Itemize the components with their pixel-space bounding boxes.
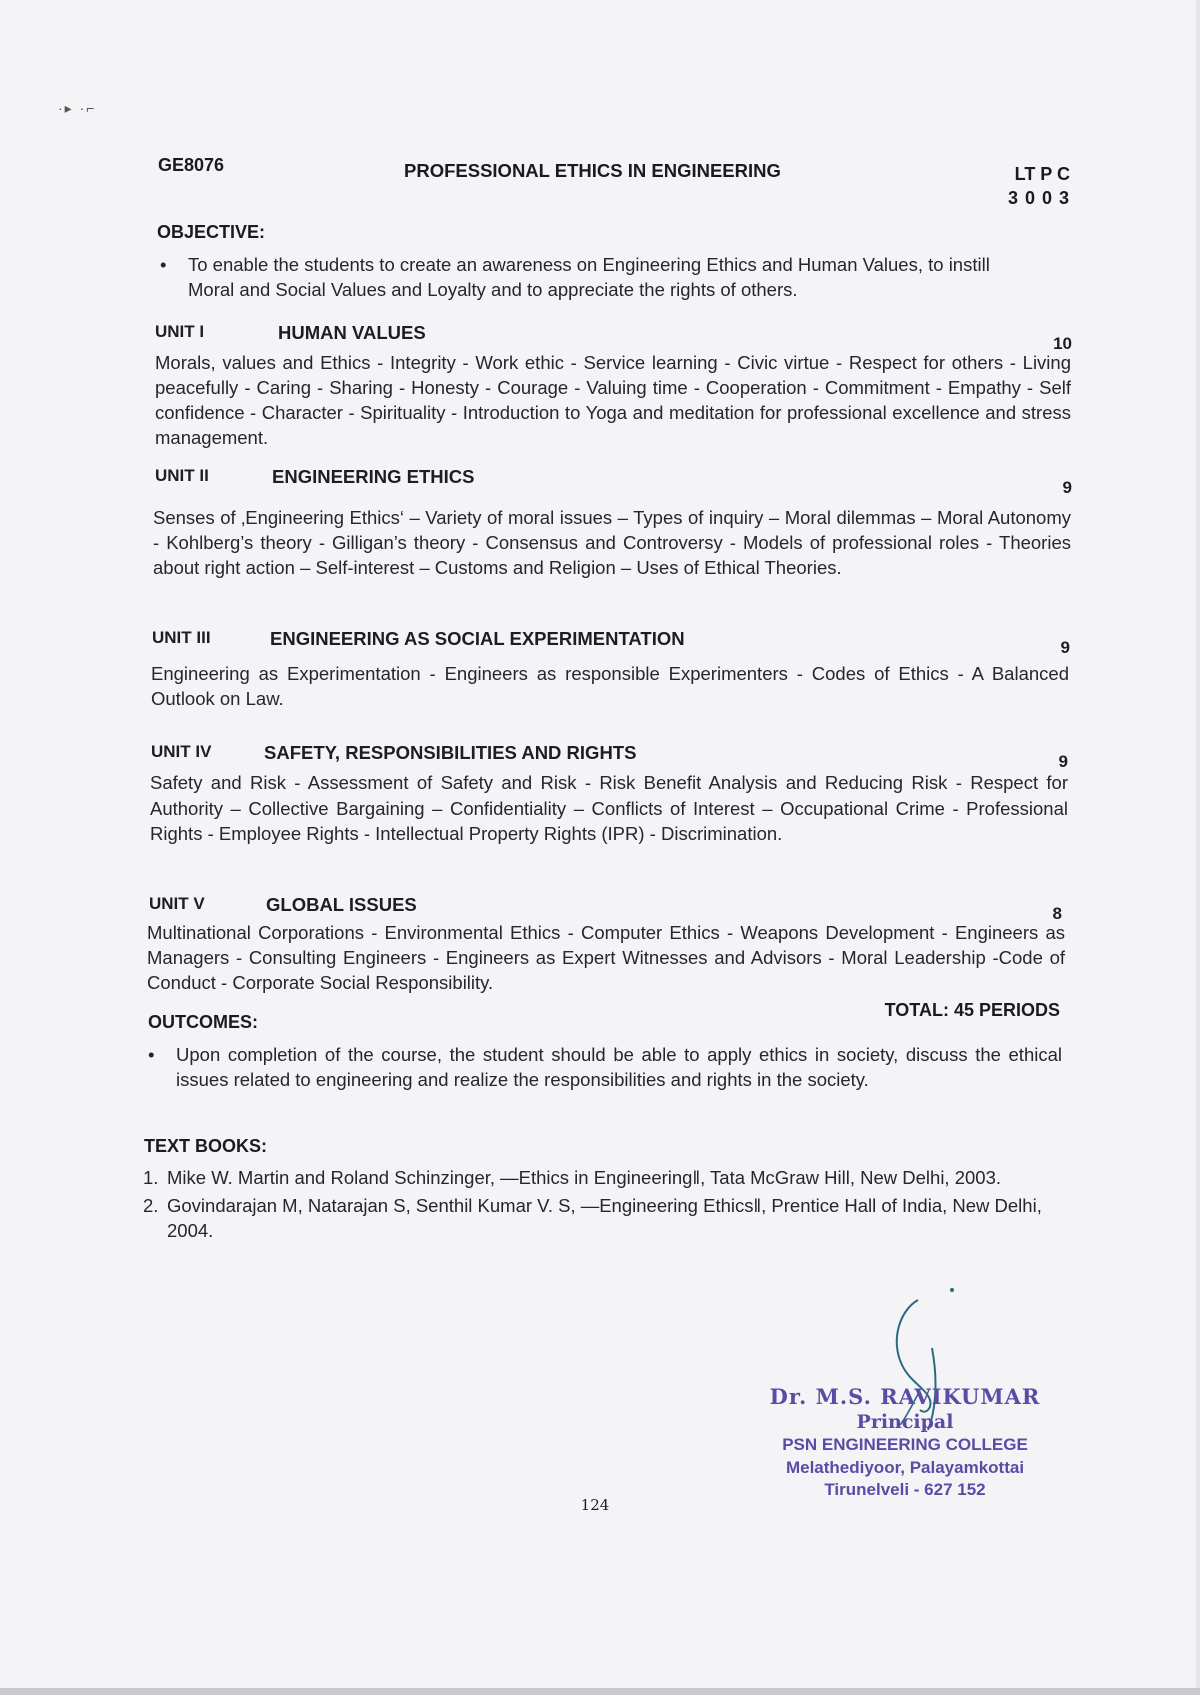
unit-label: UNIT V — [149, 894, 205, 913]
objective-heading: OBJECTIVE: — [157, 222, 266, 242]
unit-4-header — [0, 742, 1200, 771]
textbook-item: 2. Govindarajan M, Natarajan S, Senthil Kumar V. S, ―Engineering Ethics‖, Prentice Hall of India, New Delhi, 2004. — [143, 1195, 1042, 1241]
unit-2-header — [0, 466, 1200, 497]
stamp-college: PSN ENGINEERING COLLEGE — [782, 1435, 1028, 1454]
ltpc-values: 3 0 0 3 — [1007, 188, 1070, 208]
unit-hours: 9 — [1060, 638, 1070, 657]
scan-artifact: ·▸ ·⌐ — [58, 100, 97, 116]
unit-4-content: Safety and Risk - Assessment of Safety and Risk - Risk Benefit Analysis and Reducing Risk - Respect for Authority – Collective Bargaining – Confidentiality – Conflicts of Interest – Occupational Crime - Professional Rights - Employee Rights - Intellectual Property Rights (IPR) - Discrimination. — [150, 772, 1068, 844]
textbooks-list — [143, 1165, 1043, 1243]
unit-2-content: Senses of ‚Engineering Ethics‘ – Variety of moral issues – Types of inquiry – Moral dilemmas – Moral Autonomy - Kohlberg’s theory - Gilligan’s theory - Consensus and Controversy - Models of professional roles - Theories about right action – Self-interest – Customs and Religion – Uses of Ethical Theories. — [153, 507, 1071, 578]
stamp-name: Dr. M.S. RAVIKUMAR — [769, 1384, 1041, 1409]
objective-list — [156, 252, 1036, 302]
unit-1-header — [0, 322, 1200, 353]
outcome-item: • Upon completion of the course, the student should be able to apply ethics in society, discuss the ethical issues related to engineering and realize the responsibilities and rights in the society. — [144, 1042, 1062, 1092]
scan-edge-right — [1196, 0, 1200, 1695]
unit-title: GLOBAL ISSUES — [266, 894, 417, 915]
unit-5-content: Multinational Corporations - Environmental Ethics - Computer Ethics - Weapons Development - Engineers as Managers - Consulting Engineers - Engineers as Expert Witnesses and Advisors - Moral Leadership -Code of Conduct - Corporate Social Responsibility. — [147, 922, 1065, 993]
unit-label: UNIT I — [155, 322, 205, 341]
course-title: PROFESSIONAL ETHICS IN ENGINEERING — [404, 160, 781, 181]
course-code: GE8076 — [158, 155, 225, 175]
objective-item: • To enable the students to create an awareness on Engineering Ethics and Human Values, to instill Moral and Social Values and Loyalty and to appreciate the rights of others. — [156, 252, 1036, 302]
unit-hours: 10 — [1053, 334, 1072, 353]
page-number: 124 — [580, 1496, 610, 1514]
ltpc-header: LT P C — [1014, 164, 1070, 184]
unit-hours: 9 — [1058, 752, 1068, 771]
unit-1-content: Morals, values and Ethics - Integrity - Work ethic - Service learning - Civic virtue - Respect for others - Living peacefully - Caring - Sharing - Honesty - Courage - Valuing time - Cooperation - Commitment - Empathy - Self confidence - Character - Spirituality - Introduction to Yoga and meditation for professional excellence and stress management. — [155, 352, 1071, 448]
unit-label: UNIT III — [152, 628, 211, 647]
unit-5-header — [0, 894, 1200, 923]
textbooks-heading: TEXT BOOKS: — [144, 1136, 268, 1156]
unit-3-content: Engineering as Experimentation - Engineers as responsible Experimenters - Codes of Ethics - A Balanced Outlook on Law. — [151, 663, 1069, 709]
unit-title: HUMAN VALUES — [278, 322, 426, 343]
outcomes-heading: OUTCOMES: — [148, 1012, 258, 1032]
total-periods: TOTAL: 45 PERIODS — [884, 1000, 1060, 1020]
unit-label: UNIT II — [155, 466, 209, 485]
scan-edge-bottom — [0, 1688, 1200, 1695]
unit-label: UNIT IV — [151, 742, 212, 761]
stamp-city: Tirunelveli - 627 152 — [824, 1480, 986, 1499]
unit-title: ENGINEERING ETHICS — [272, 466, 475, 487]
textbook-item: 1. Mike W. Martin and Roland Schinzinger, ―Ethics in Engineering‖, Tata McGraw Hill, New Delhi, 2003. — [143, 1167, 1001, 1188]
outcomes-list — [144, 1042, 1062, 1092]
unit-hours: 9 — [1062, 478, 1072, 497]
unit-3-header — [0, 628, 1200, 657]
unit-hours: 8 — [1052, 904, 1062, 923]
stamp-designation: Principal — [856, 1411, 954, 1433]
stamp-place: Melathediyoor, Palayamkottai — [785, 1458, 1025, 1477]
principal-stamp — [740, 1384, 1070, 1500]
unit-title: ENGINEERING AS SOCIAL EXPERIMENTATION — [270, 628, 685, 649]
unit-title: SAFETY, RESPONSIBILITIES AND RIGHTS — [264, 742, 637, 763]
